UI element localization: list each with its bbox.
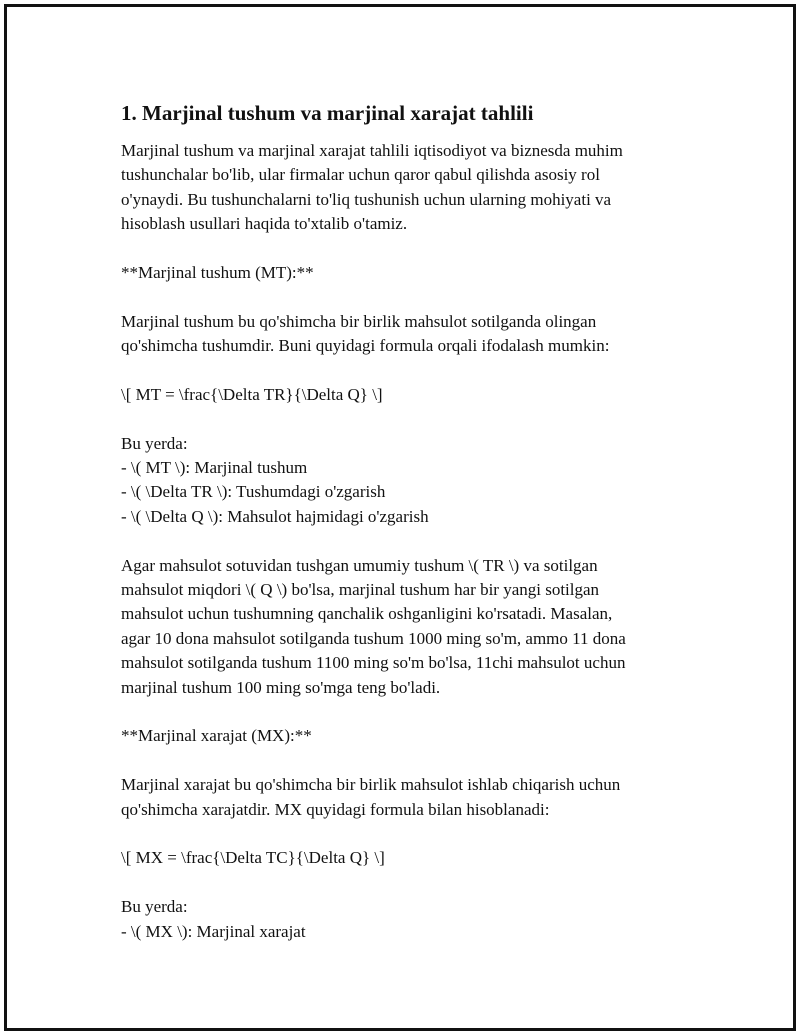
text-line: qo'shimcha xarajatdir. MX quyidagi formula bilan hisoblanadi:: [121, 799, 550, 819]
text-line: Marjinal tushum bu qo'shimcha bir birlik mahsulot sotilganda olingan: [121, 311, 597, 331]
text-line: qo'shimcha tushumdir. Buni quyidagi formula orqali ifodalash mumkin:: [121, 336, 610, 356]
list-item: - \( MT \): Marjinal tushum: [121, 458, 308, 478]
mt-formula: \[ MT = \frac{\Delta TR}{\Delta Q} \]: [121, 384, 383, 404]
text-line: mahsulot miqdori \( Q \) bo'lsa, marjinal tushum har bir yangi sotilgan: [121, 580, 600, 600]
document-content: [121, 99, 691, 944]
page-frame: [4, 4, 796, 1031]
intro-paragraph: [121, 139, 691, 944]
text-line: hisoblash usullari haqida to'xtalib o'tamiz.: [121, 214, 408, 234]
mx-where-label: Bu yerda:: [121, 897, 188, 917]
text-line: mahsulot sotilganda tushum 1100 ming so'm bo'lsa, 11chi mahsulot uchun: [121, 653, 626, 673]
section-heading: 1. Marjinal tushum va marjinal xarajat tahlili: [121, 101, 534, 125]
mx-subheading: **Marjinal xarajat (MX):**: [121, 726, 312, 746]
text-line: Marjinal xarajat bu qo'shimcha bir birlik mahsulot ishlab chiqarish uchun: [121, 775, 621, 795]
text-line: tushunchalar bo'lib, ular firmalar uchun qaror qabul qilishda asosiy rol: [121, 165, 600, 185]
text-line: agar 10 dona mahsulot sotilganda tushum 1000 ming so'm, ammo 11 dona: [121, 628, 626, 648]
text-line: Agar mahsulot sotuvidan tushgan umumiy tushum \( TR \) va sotilgan: [121, 555, 598, 575]
list-item: - \( \Delta Q \): Mahsulot hajmidagi o'zgarish: [121, 506, 429, 526]
text-line: Marjinal tushum va marjinal xarajat tahlili iqtisodiyot va biznesda muhim: [121, 141, 623, 160]
list-item: - \( \Delta TR \): Tushumdagi o'zgarish: [121, 482, 386, 502]
mx-formula: \[ MX = \frac{\Delta TC}{\Delta Q} \]: [121, 848, 385, 868]
text-line: mahsulot uchun tushumning qanchalik oshganligini ko'rsatadi. Masalan,: [121, 604, 613, 624]
mt-subheading: **Marjinal tushum (MT):**: [121, 262, 314, 282]
text-line: marjinal tushum 100 ming so'mga teng bo'ladi.: [121, 677, 441, 697]
list-item: - \( MX \): Marjinal xarajat: [121, 921, 306, 941]
text-line: o'ynaydi. Bu tushunchalarni to'liq tushunish uchun ularning mohiyati va: [121, 189, 612, 209]
mt-where-label: Bu yerda:: [121, 433, 188, 453]
